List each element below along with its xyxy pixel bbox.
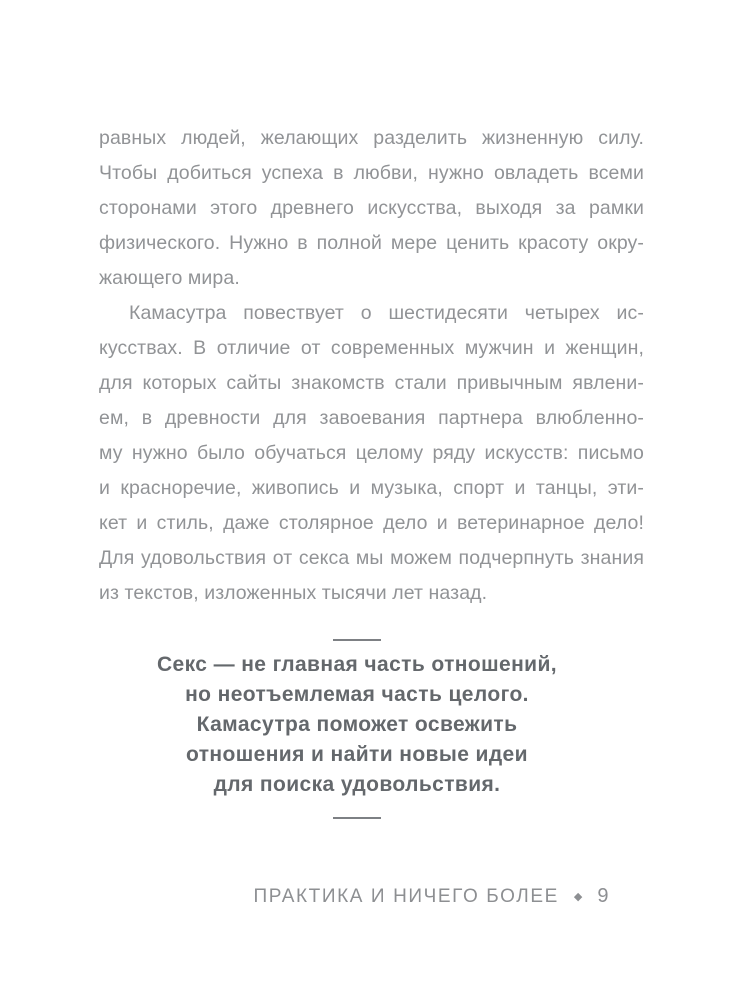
body-line: сторонами этого древнего искусства, выходя за рамки: [99, 197, 644, 219]
quote-line: для поиска удовольствия.: [213, 773, 501, 796]
body-line: жающего мира.: [99, 267, 240, 289]
body-line: Для удовольствия от секса мы можем подчерпнуть знания: [99, 547, 644, 569]
pull-quote: [137, 639, 577, 819]
body-line: и красноречие, живопись и музыка, спорт и танцы, эти-: [99, 477, 644, 499]
body-line: Чтобы добиться успеха в любви, нужно овладеть всеми: [99, 162, 644, 184]
body-line: равных людей, желающих разделить жизненную силу.: [99, 127, 644, 149]
body-line: му нужно было обучаться целому ряду искусств: письмо: [99, 442, 644, 464]
running-footer: [253, 885, 609, 908]
body-line: физического. Нужно в полной мере ценить красоту окру-: [99, 232, 644, 254]
pull-quote-text: [137, 650, 577, 800]
body-line: для которых сайты знакомств стали привычным явлени-: [99, 372, 644, 394]
running-title: ПРАКТИКА И НИЧЕГО БОЛЕЕ: [253, 885, 559, 907]
quote-line: Секс — не главная часть отношений,: [156, 653, 558, 676]
quote-line: отношения и найти новые идеи: [186, 743, 528, 766]
body-line: кет и стиль, даже столярное дело и ветеринарное дело!: [99, 512, 644, 534]
quote-line: но неотъемлемая часть целого.: [185, 683, 529, 706]
quote-divider-top: [333, 639, 381, 641]
diamond-icon: ◆: [573, 891, 583, 903]
body-line: ем, в древности для завоевания партнера влюбленно-: [99, 407, 644, 429]
body-line: Камасутра повествует о шестидесяти четырех ис-: [129, 302, 644, 324]
body-line: кусствах. В отличие от современных мужчин и женщин,: [99, 337, 644, 359]
quote-divider-bottom: [333, 817, 381, 819]
body-line: из текстов, изложенных тысячи лет назад.: [99, 582, 488, 604]
quote-line: Камасутра поможет освежить: [196, 713, 518, 736]
page-number: 9: [597, 885, 609, 907]
body-text: [99, 121, 644, 611]
